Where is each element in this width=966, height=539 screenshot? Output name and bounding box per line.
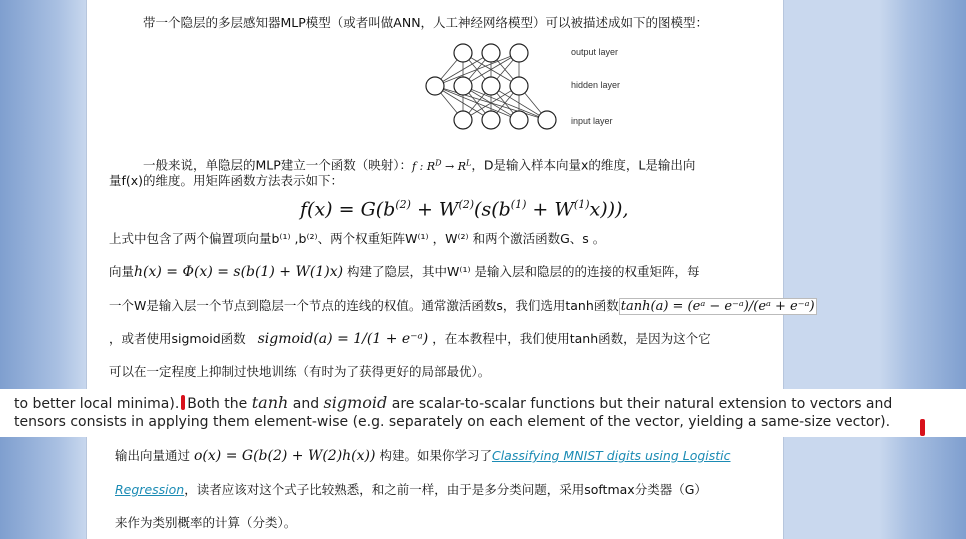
output-node <box>482 44 500 62</box>
paragraph-5: ，或者使用sigmoid函数 sigmoid(a) = 1/(1 + e⁻ᵃ) ，在本教程中，我们使用tanh函数，是因为这个它 <box>109 331 711 347</box>
hidden-node <box>426 77 444 95</box>
hidden-node <box>454 77 472 95</box>
output-layer-label: output layer <box>571 47 619 57</box>
hidden-formula: h(x) = Φ(x) = s(b(1) + W(1)x) <box>134 264 344 280</box>
input-node <box>482 111 500 129</box>
paragraph-1: 一般来说，单隐层的MLP建立一个函数（映射）：f : $R^D \to R^L$，D是输入样本向量x的维度，L是输出向 <box>143 157 696 173</box>
english-excerpt-strip <box>0 389 966 437</box>
mnist-tutorial-link[interactable]: Classifying MNIST digits using Logistic <box>491 448 731 463</box>
sigmoid-formula: sigmoid(a) = 1/(1 + e⁻ᵃ) <box>257 331 429 347</box>
tanh-formula: tanh(a) = (eᵃ − e⁻ᵃ)/(eᵃ + e⁻ᵃ) <box>620 299 815 314</box>
output-node <box>510 44 528 62</box>
output-node <box>454 44 472 62</box>
hidden-layer-label: hidden layer <box>571 80 621 90</box>
red-marker <box>181 395 185 410</box>
paragraph-2: 上式中包含了两个偏置项向量b⁽¹⁾ ,b⁽²⁾、两个权重矩阵W⁽¹⁾ ，W⁽²⁾ 和两个激活函数G、s 。 <box>109 231 606 246</box>
mlp-network-diagram <box>417 36 647 138</box>
paragraph-4: 一个W是输入层一个节点到隐层一个节点的连线的权值。通常激活函数s，我们选用tanh函数 tanh(a) = (eᵃ − e⁻ᵃ)/(eᵃ + e⁻ᵃ) <box>109 298 815 314</box>
red-marker <box>920 419 925 436</box>
regression-link[interactable]: Regression <box>115 482 185 497</box>
paragraph-1-cont: 量f(x)的维度。用矩阵函数方法表示如下： <box>109 173 344 188</box>
english-line-1: to better local minima). Both the tanh and sigmoid are scalar-to-scalar functions but their natural extension to vectors and <box>14 393 893 412</box>
input-node <box>454 111 472 129</box>
document-page <box>86 0 815 539</box>
english-line-2: tensors consists in applying them element-wise (e.g. separately on each element of the vector, yielding a same-size vector). <box>14 414 891 430</box>
hidden-node <box>510 77 528 95</box>
intro-text: 带一个隐层的多层感知器MLP模型（或者叫做ANN，人工神经网络模型）可以被描述成如下的图模型： <box>143 15 709 30</box>
paragraph-8: 来作为类别概率的计算（分类）。 <box>115 515 297 530</box>
input-layer-label: input layer <box>571 116 613 126</box>
input-node <box>538 111 556 129</box>
output-formula: o(x) = G(b(2) + W(2)h(x)) <box>194 448 376 464</box>
hidden-node <box>482 77 500 95</box>
paragraph-6: 可以在一定程度上抑制过快地训练（有时为了获得更好的局部最优）。 <box>109 364 491 379</box>
paragraph-7-cont: Regression，读者应该对这个式子比较熟悉，和之前一样，由于是多分类问题，采用softmax分类器（G） <box>115 482 707 497</box>
f-map-formula: f : $R^D \to R^L$ <box>412 158 472 173</box>
main-formula: $f(x) = G(b^{(2)} + W^{(2)}(s(b^{(1)} + W^{(1)}x)))$, <box>300 198 629 221</box>
input-node <box>510 111 528 129</box>
paragraph-7: 输出向量通过 o(x) = G(b(2) + W(2)h(x)) 构建。如果你学习了Classifying MNIST digits using Logistic <box>115 448 731 464</box>
paragraph-3: 向量h(x) = Φ(x) = s(b(1) + W(1)x) 构建了隐层，其中W⁽¹⁾ 是输入层和隐层的的连接的权重矩阵，每 <box>109 264 700 280</box>
